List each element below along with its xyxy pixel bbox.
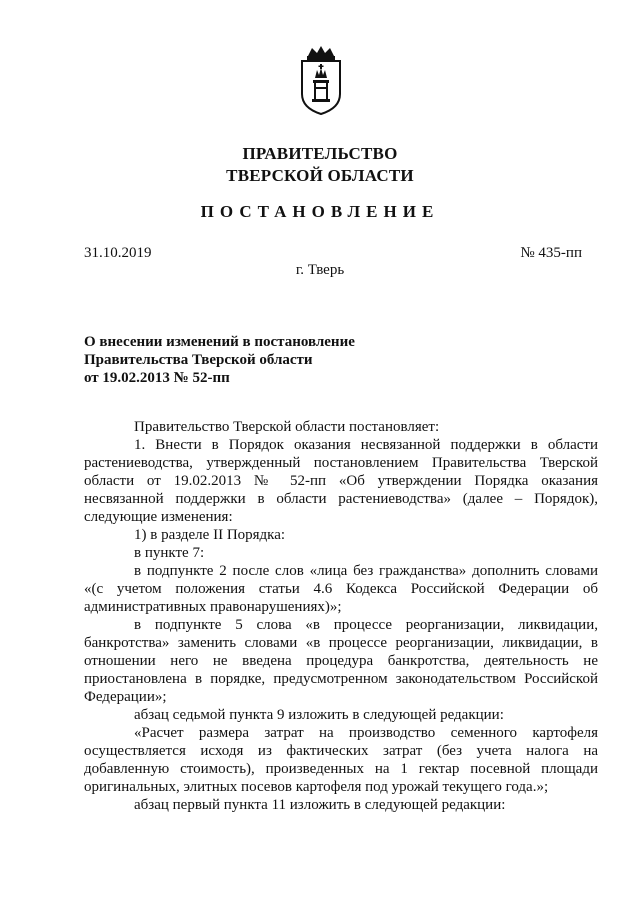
paragraph: 1. Внести в Порядок оказания несвязанной поддержки в области растениеводства, утвержденный постановлением Правительства Тверской области от 19.02.2013 № 52-пп «Об утверждении Порядка оказания несвязанной поддержки в области растениеводства» (далее – Порядок), следующие изменения: bbox=[84, 437, 598, 525]
paragraph: 1) в разделе II Порядка: bbox=[134, 527, 286, 543]
title-line-2: Правительства Тверской области bbox=[84, 352, 313, 368]
paragraph: «Расчет размера затрат на производство семенного картофеля осуществляется исходя из фактических затрат (без учета налога на добавленную стоимость), произведенных на 1 гектар посевной площади оригинальных, элитных посевов картофеля под урожай текущего года.»; bbox=[84, 725, 598, 795]
paragraph: абзац седьмой пункта 9 изложить в следующей редакции: bbox=[134, 707, 504, 723]
org-line-2: ТВЕРСКОЙ ОБЛАСТИ bbox=[226, 166, 414, 185]
title-line-3: от 19.02.2013 № 52-пп bbox=[84, 370, 230, 386]
document-number: № 435-пп bbox=[520, 245, 582, 261]
title-line-1: О внесении изменений в постановление bbox=[84, 334, 355, 350]
paragraph: в подпункте 5 слова «в процессе реорганизации, ликвидации, банкротства» заменить словами «в процессе реорганизации, ликвидации, в отношении него не введена процедура банкротства, деятельность не приостановлена в порядке, предусмотренном законодательством Российской Федерации»; bbox=[84, 617, 598, 705]
document-title bbox=[84, 333, 355, 387]
document-type: ПОСТАНОВЛЕНИЕ bbox=[200, 202, 440, 221]
document-body bbox=[84, 418, 598, 814]
tver-coat-of-arms-icon bbox=[298, 44, 344, 116]
document-city: г. Тверь bbox=[295, 262, 345, 278]
org-line-1: ПРАВИТЕЛЬСТВО bbox=[242, 144, 398, 163]
organization-name bbox=[0, 143, 640, 187]
paragraph: Правительство Тверской области постановляет: bbox=[134, 419, 440, 435]
paragraph: в подпункте 2 после слов «лица без гражданства» дополнить словами «(с учетом положения статьи 4.6 Кодекса Российской Федерации об административных правонарушениях)»; bbox=[84, 563, 598, 615]
paragraph: абзац первый пункта 11 изложить в следующей редакции: bbox=[134, 797, 506, 813]
document-date: 31.10.2019 bbox=[84, 245, 152, 261]
paragraph: в пункте 7: bbox=[134, 545, 205, 561]
